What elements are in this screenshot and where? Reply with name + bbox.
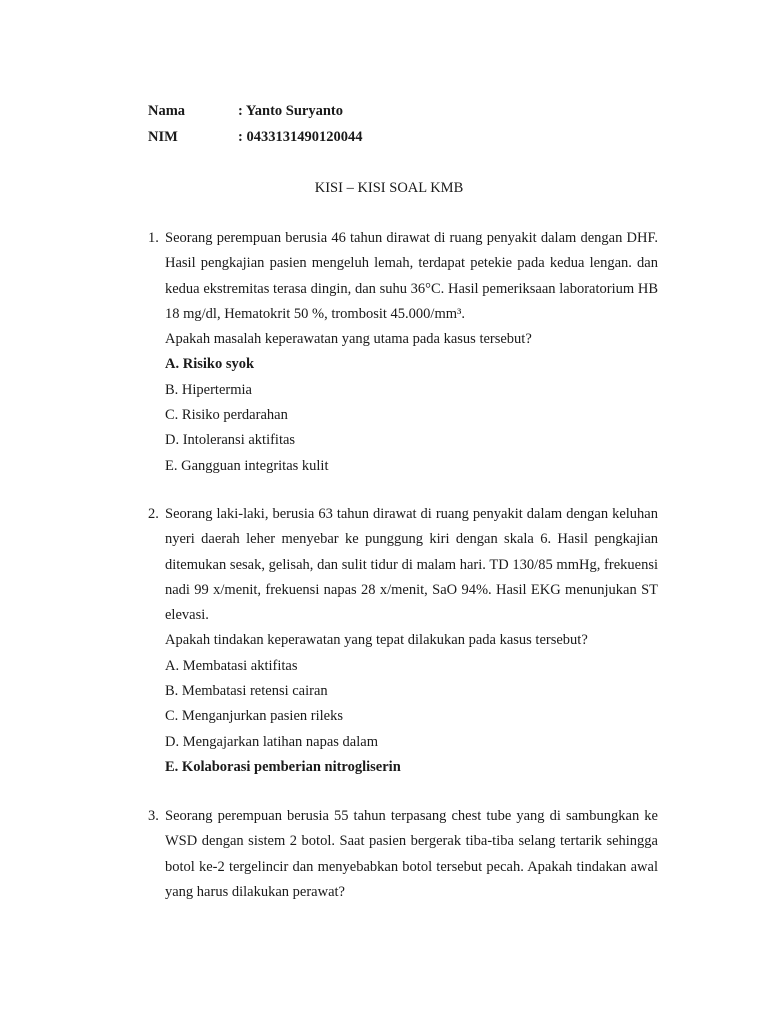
question-stem: Seorang perempuan berusia 46 tahun dirawat di ruang penyakit dalam dengan DHF. Hasil pengkajian pasien mengeluh lemah, terdapat petekie pada kedua lengan. dan kedua ekstremitas terasa dingin, dan suhu 36°C. Hasil pemeriksaan laboratorium HB 18 mg/dl, Hematokrit 50 %, trombosit 45.000/mm³. xyxy=(165,230,658,322)
option-e-answer: E. Kolaborasi pemberian nitrogliserin xyxy=(165,758,401,775)
option-b: B. Hipertermia xyxy=(165,381,252,398)
nim-label: NIM xyxy=(148,129,178,145)
option-a: A. Membatasi aktifitas xyxy=(165,657,298,674)
header-nim xyxy=(148,129,363,146)
question-stem: Seorang perempuan berusia 55 tahun terpasang chest tube yang di sambungkan ke WSD dengan sistem 2 botol. Saat pasien bergerak tiba-tiba selang tertarik sehingga botol ke-2 tergelincir dan menyebabkan botol tersebut pecah. Apakah tindakan awal yang harus dilakukan perawat? xyxy=(165,808,658,900)
question-prompt: Apakah masalah keperawatan yang utama pada kasus tersebut? xyxy=(165,331,532,348)
question-3 xyxy=(148,804,658,905)
question-stem: Seorang laki-laki, berusia 63 tahun dirawat di ruang penyakit dalam dengan keluhan nyeri daerah leher menyebar ke punggung kiri dengan skala 6. Hasil pengkajian ditemukan sesak, gelisah, dan sulit tidur di malam hari. TD 130/85 mmHg, frekuensi nadi 99 x/menit, frekuensi napas 28 x/menit, SaO 94%. Hasil EKG menunjukan ST elevasi. xyxy=(165,506,658,624)
document-title: KISI – KISI SOAL KMB xyxy=(314,180,464,196)
option-d: D. Intoleransi aktifitas xyxy=(165,432,296,449)
option-a-answer: A. Risiko syok xyxy=(165,356,255,373)
header-nama xyxy=(148,103,344,120)
option-c: C. Risiko perdarahan xyxy=(165,407,288,424)
option-e: E. Gangguan integritas kulit xyxy=(165,457,329,474)
question-1 xyxy=(148,226,658,479)
nama-label: Nama xyxy=(148,103,186,119)
question-number: 2. xyxy=(148,506,159,522)
question-prompt: Apakah tindakan keperawatan yang tepat dilakukan pada kasus tersebut? xyxy=(165,632,588,649)
question-2 xyxy=(148,502,658,780)
option-d: D. Mengajarkan latihan napas dalam xyxy=(165,733,378,750)
nama-value: : Yanto Suryanto xyxy=(238,103,344,119)
question-number: 1. xyxy=(148,230,159,246)
option-c: C. Menganjurkan pasien rileks xyxy=(165,708,343,725)
option-b: B. Membatasi retensi cairan xyxy=(165,683,328,700)
nim-value: : 0433131490120044 xyxy=(238,129,363,145)
question-number: 3. xyxy=(148,808,159,824)
